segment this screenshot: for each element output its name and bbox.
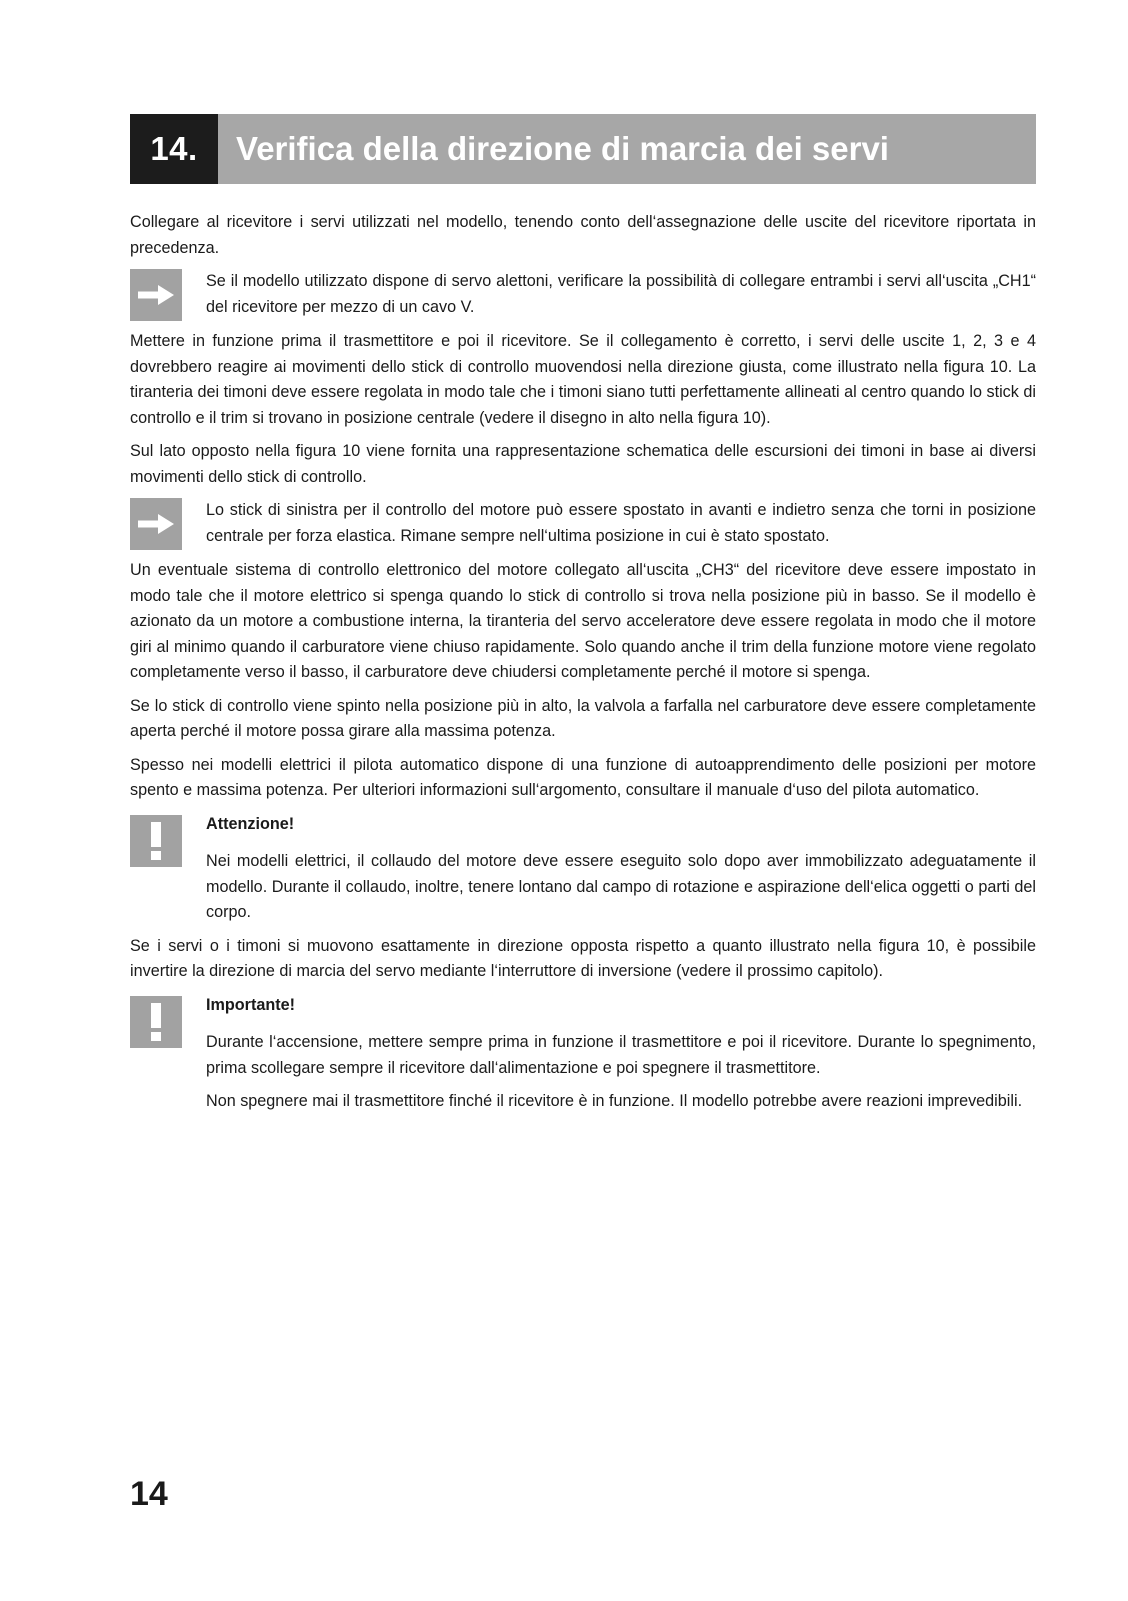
warning-text: Durante l‘accensione, mettere sempre prima in funzione il trasmettitore e poi il ricevitore. Durante lo spegnimento, prima scollegare sempre il ricevitore dall‘alimentazione e poi spegnere il trasmettitore.	[206, 1033, 1036, 1077]
arrow-right-icon	[130, 269, 182, 321]
section-number: 14.	[130, 114, 218, 184]
paragraph: Sul lato opposto nella figura 10 viene fornita una rappresentazione schematica delle escursioni dei timoni in base ai diversi movimenti dello stick di controllo.	[130, 442, 1036, 486]
warning-heading: Attenzione!	[206, 814, 295, 833]
page-content	[130, 210, 1036, 1123]
section-title: Verifica della direzione di marcia dei servi	[218, 114, 1036, 184]
paragraph: Spesso nei modelli elettrici il pilota automatico dispone di una funzione di autoapprendimento delle posizioni per motore spento e massima potenza. Per ulteriori informazioni sull‘argomento, consultare il manuale d‘uso del pilota automatico.	[130, 755, 1036, 799]
note-block	[130, 269, 1036, 321]
note-text: Lo stick di sinistra per il controllo del motore può essere spostato in avanti e indietro senza che torni in posizione centrale per forza elastica. Rimane sempre nell‘ultima posizione in cui è stato spostato.	[206, 501, 1036, 545]
paragraph: Mettere in funzione prima il trasmettitore e poi il ricevitore. Se il collegamento è corretto, i servi delle uscite 1, 2, 3 e 4 dovrebbero reagire ai movimenti dello stick di controllo muovendosi nella direzione giusta, come illustrato nella figura 10. La tiranteria dei timoni deve essere regolata in modo tale che i timoni siano tutti perfettamente allineati al centro quando lo stick di controllo e il trim si trovano in posizione centrale (vedere il disegno in alto nella figura 10).	[130, 332, 1036, 427]
paragraph: Se i servi o i timoni si muovono esattamente in direzione opposta rispetto a quanto illustrato nella figura 10, è possibile invertire la direzione di marcia del servo mediante l‘interruttore di inversione (vedere il prossimo capitolo).	[130, 936, 1036, 980]
paragraph: Se lo stick di controllo viene spinto nella posizione più in alto, la valvola a farfalla nel carburatore deve essere completamente aperta perché il motore possa girare alla massima potenza.	[130, 696, 1036, 740]
warning-text: Nei modelli elettrici, il collaudo del motore deve essere eseguito solo dopo aver immobilizzato adeguatamente il modello. Durante il collaudo, inoltre, tenere lontano dal campo di rotazione e aspirazione dell‘elica oggetti o parti del corpo.	[206, 852, 1036, 921]
warning-heading: Importante!	[206, 995, 296, 1014]
note-text: Se il modello utilizzato dispone di servo alettoni, verificare la possibilità di collegare entrambi i servi all‘uscita „CH1“ del ricevitore per mezzo di un cavo V.	[206, 272, 1036, 316]
section-header	[130, 114, 1036, 184]
paragraph: Un eventuale sistema di controllo elettronico del motore collegato all‘uscita „CH3“ del ricevitore deve essere impostato in modo tale che il motore elettrico si spenga quando lo stick di controllo si trova nella posizione più in basso. Se il modello è azionato da un motore a combustione interna, la tiranteria del servo acceleratore deve essere regolata in modo che il motore giri al minimo quando il carburatore viene chiuso rapidamente. Solo quando anche il trim della funzione motore viene regolato completamente verso il basso, il carburatore deve chiudersi completamente perché il motore si spenga.	[130, 561, 1036, 681]
warning-block	[130, 993, 1036, 1115]
note-block	[130, 498, 1036, 550]
warning-block	[130, 812, 1036, 926]
paragraph-intro: Collegare al ricevitore i servi utilizzati nel modello, tenendo conto dell‘assegnazione delle uscite del ricevitore riportata in precedenza.	[130, 213, 1036, 257]
warning-text: Non spegnere mai il trasmettitore finché il ricevitore è in funzione. Il modello potrebbe avere reazioni imprevedibili.	[206, 1092, 1023, 1110]
arrow-right-icon	[130, 498, 182, 550]
page-number: 14	[130, 1475, 168, 1513]
exclamation-icon	[130, 996, 182, 1048]
exclamation-icon	[130, 815, 182, 867]
